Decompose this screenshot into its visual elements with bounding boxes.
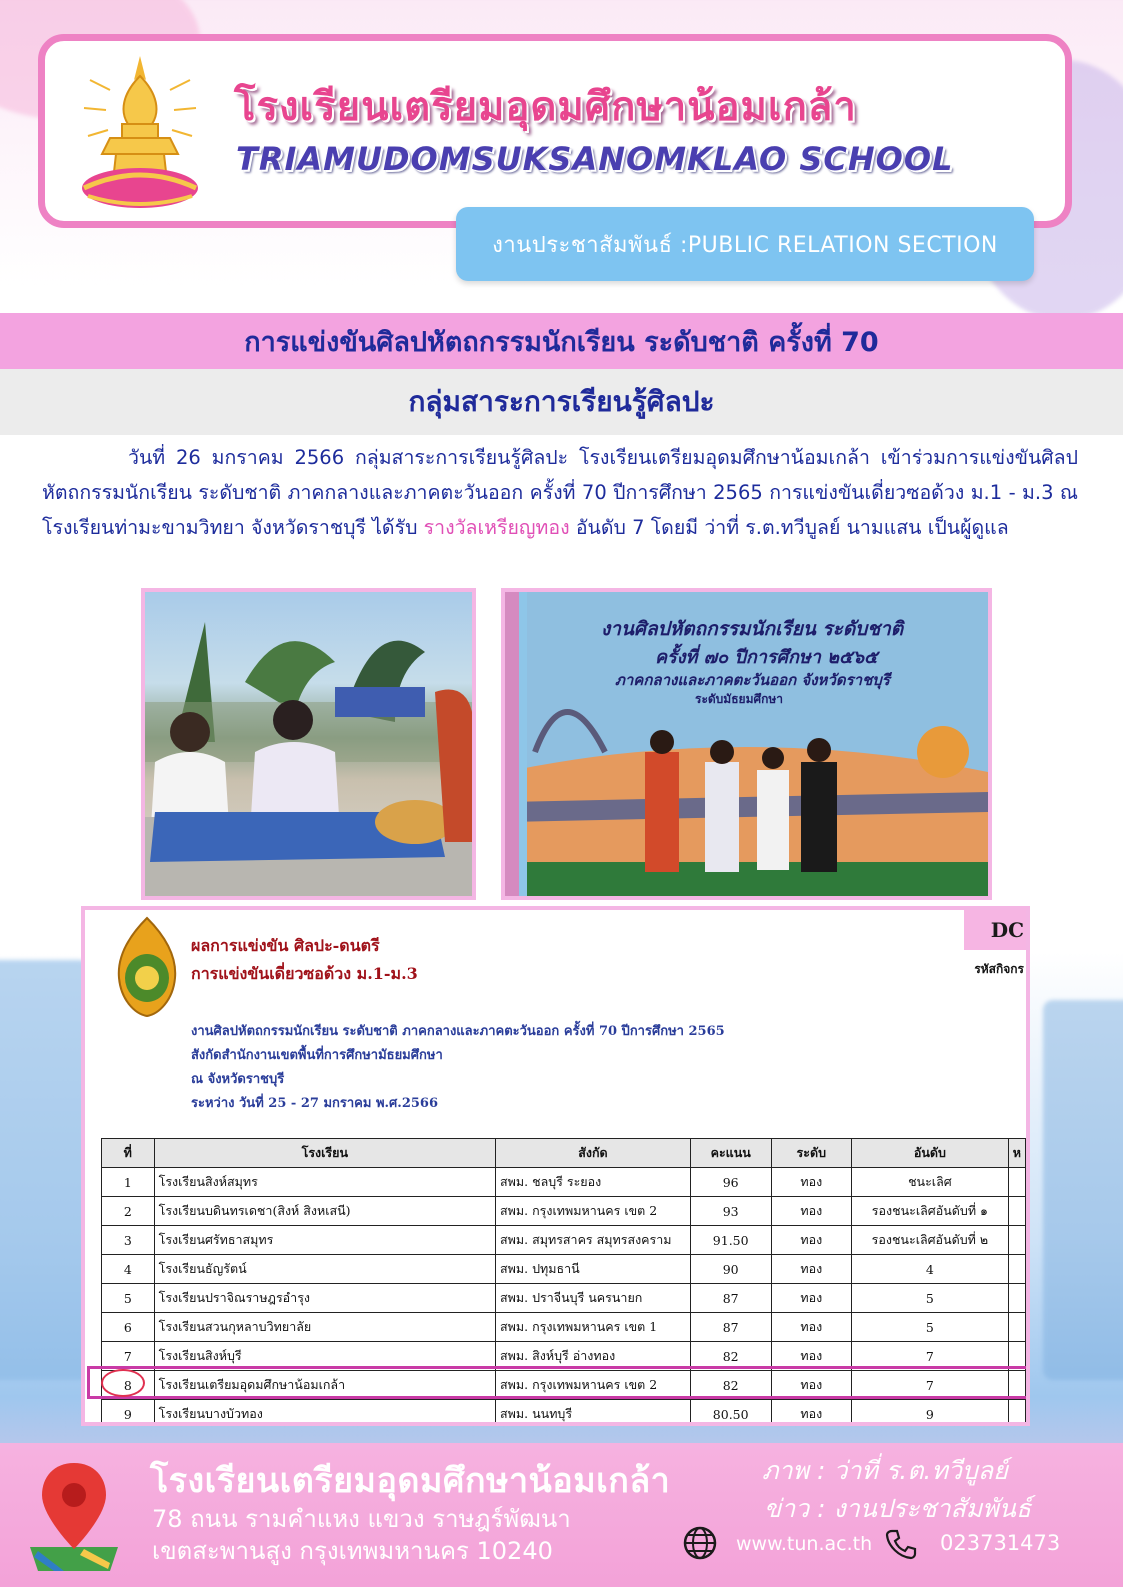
col-rank: อันดับ [852,1139,1009,1168]
school-logo-icon [70,50,210,218]
row-rank: 5 [852,1284,1009,1313]
table-row [102,1284,1026,1313]
results-table [101,1138,1026,1426]
row-extra [1008,1168,1025,1197]
col-score: คะแนน [690,1139,771,1168]
row-level: ทอง [771,1226,852,1255]
decor-building [1043,1000,1123,1380]
row-level: ทอง [771,1255,852,1284]
subtitle-band [0,369,1123,435]
table-row [102,1371,1026,1400]
banner-line3: ภาคกลางและภาคตะวันออก จังหวัดราชบุรี [615,671,890,689]
row-extra [1008,1226,1025,1255]
row-org: สพม. กรุงเทพมหานคร เขต 2 [496,1371,691,1400]
row-school: โรงเรียนเตรียมอุดมศึกษาน้อมเกล้า [154,1371,495,1400]
row-number: 9 [102,1400,155,1427]
row-level: ทอง [771,1313,852,1342]
table-row [102,1255,1026,1284]
row-org: สพม. นนทบุรี [496,1400,691,1427]
obec-emblem-icon [109,916,185,1018]
row-level: ทอง [771,1168,852,1197]
map-pin-icon [24,1459,124,1575]
col-school: โรงเรียน [154,1139,495,1168]
table-row [102,1197,1026,1226]
photo-students-practice [141,588,476,900]
row-extra [1008,1197,1025,1226]
row-score: 82 [690,1371,771,1400]
row-extra [1008,1255,1025,1284]
sheet-info-line: ณ จังหวัดราชบุรี [191,1072,285,1087]
row-school: โรงเรียนธัญรัตน์ [154,1255,495,1284]
row-rank: 7 [852,1371,1009,1400]
globe-icon [682,1525,718,1561]
table-row [102,1313,1026,1342]
row-score: 93 [690,1197,771,1226]
row-number: 5 [102,1284,155,1313]
row-score: 87 [690,1284,771,1313]
row-score: 80.50 [690,1400,771,1427]
sheet-info-line: สังกัดสำนักงานเขตพื้นที่การศึกษามัธยมศึกษา [191,1048,443,1063]
row-rank: รองชนะเลิศอันดับที่ ๒ [852,1226,1009,1255]
row-number: 1 [102,1168,155,1197]
section-label: งานประชาสัมพันธ์ :PUBLIC RELATION SECTION [456,207,1034,281]
school-name-english: TRIAMUDOMSUKSANOMKLAO SCHOOL [236,140,954,178]
row-org: สพม. ปทุมธานี [496,1255,691,1284]
row-extra [1008,1371,1025,1400]
row-org: สพม. ปราจีนบุรี นครนายก [496,1284,691,1313]
award-highlight: รางวัลเหรียญทอง [423,516,570,539]
paragraph-text-end: อันดับ 7 โดยมี ว่าที่ ร.ต.ทวีบูลย์ นามแสน เป็นผู้ดูแล [569,516,1009,539]
table-row [102,1168,1026,1197]
col-no: ที่ [102,1139,155,1168]
sheet-tag: DC [964,910,1026,950]
row-school: โรงเรียนสิงห์บุรี [154,1342,495,1371]
row-number: 8 [102,1371,155,1400]
footer-school-name: โรงเรียนเตรียมอุดมศึกษาน้อมเกล้า [150,1461,671,1501]
sheet-info-line: งานศิลปหัตถกรรมนักเรียน ระดับชาติ ภาคกลางและภาคตะวันออก ครั้งที่ 70 ปีการศึกษา 2565 [191,1024,725,1039]
row-number: 3 [102,1226,155,1255]
results-sheet [81,906,1030,1426]
photo-competition-banner [501,588,992,900]
row-score: 96 [690,1168,771,1197]
row-extra [1008,1284,1025,1313]
banner-line1: งานศิลปหัตถกรรมนักเรียน ระดับชาติ [601,618,904,640]
row-level: ทอง [771,1284,852,1313]
row-school: โรงเรียนปราจิณราษฎรอำรุง [154,1284,495,1313]
col-org: สังกัด [496,1139,691,1168]
sheet-info-line: ระหว่าง วันที่ 25 - 27 มกราคม พ.ศ.2566 [191,1096,439,1111]
page-title: การแข่งขันศิลปหัตถกรรมนักเรียน ระดับชาติ ครั้งที่ 70 [244,326,879,358]
table-row [102,1226,1026,1255]
row-school: โรงเรียนศรัทธาสมุทร [154,1226,495,1255]
table-header-row [102,1139,1026,1168]
sheet-heading: ผลการแข่งขัน ศิลปะ-ดนตรี [191,936,380,955]
row-extra [1008,1313,1025,1342]
row-school: โรงเรียนบดินทรเดชา(สิงห์ สิงหเสนี) [154,1197,495,1226]
paragraph-text: วันที่ 26 มกราคม 2566 กลุ่มสาระการเรียนรู้ศิลปะ โรงเรียนเตรียมอุดมศึกษาน้อมเกล้า เข้าร่วมการแข่งขันศิลปหัตถกรรมนักเรียน ระดับชาติ ภาคกลางและภาคตะวันออก ครั้งที่ 70 ปีการศึกษา 2565 การแข่งขันเดี่ยวซอด้วง ม.1 - ม.3 ณ โรงเรียนท่ามะขามวิทยา จังหวัดราชบุรี ได้รับ [42,446,1078,539]
row-number: 6 [102,1313,155,1342]
col-level: ระดับ [771,1139,852,1168]
col-extra: ห [1008,1139,1025,1168]
row-score: 91.50 [690,1226,771,1255]
row-school: โรงเรียนสวนกุหลาบวิทยาลัย [154,1313,495,1342]
banner-line4: ระดับมัธยมศึกษา [695,692,784,706]
row-level: ทอง [771,1342,852,1371]
phone-icon [884,1527,918,1561]
row-org: สพม. ชลบุรี ระยอง [496,1168,691,1197]
row-number: 4 [102,1255,155,1284]
footer-address-line1: 78 ถนน รามคำแหง แขวง ราษฎร์พัฒนา [152,1505,571,1533]
row-org: สพม. กรุงเทพมหานคร เขต 1 [496,1313,691,1342]
row-number: 2 [102,1197,155,1226]
row-score: 90 [690,1255,771,1284]
sheet-subheading: การแข่งขันเดี่ยวซอด้วง ม.1-ม.3 [191,964,418,983]
row-level: ทอง [771,1197,852,1226]
row-school: โรงเรียนบางบัวทอง [154,1400,495,1427]
row-rank: รองชนะเลิศอันดับที่ ๑ [852,1197,1009,1226]
row-rank: 5 [852,1313,1009,1342]
table-row [102,1342,1026,1371]
page-subtitle: กลุ่มสาระการเรียนรู้ศิลปะ [408,385,715,418]
circle-mark [101,1369,145,1397]
footer [0,1443,1123,1587]
row-extra [1008,1400,1025,1427]
news-credit: ข่าว : งานประชาสัมพันธ์ [764,1494,1032,1523]
website-link[interactable]: www.tun.ac.th [736,1533,873,1555]
row-level: ทอง [771,1371,852,1400]
sheet-activity-code: รหัสกิจกร [974,962,1024,976]
row-extra [1008,1342,1025,1371]
row-org: สพม. สิงห์บุรี อ่างทอง [496,1342,691,1371]
school-name-thai: โรงเรียนเตรียมอุดมศึกษาน้อมเกล้า [234,84,857,130]
footer-address-line2: เขตสะพานสูง กรุงเทพมหานคร 10240 [152,1537,553,1565]
row-score: 82 [690,1342,771,1371]
row-rank: ชนะเลิศ [852,1168,1009,1197]
news-paragraph [42,440,1078,545]
row-school: โรงเรียนสิงห์สมุทร [154,1168,495,1197]
row-level: ทอง [771,1400,852,1427]
photo-credit: ภาพ : ว่าที่ ร.ต.ทวีบูลย์ [762,1456,1008,1485]
row-rank: 4 [852,1255,1009,1284]
phone-number[interactable]: 023731473 [940,1531,1061,1555]
row-number: 7 [102,1342,155,1371]
row-org: สพม. สมุทรสาคร สมุทรสงคราม [496,1226,691,1255]
table-row [102,1400,1026,1427]
decor-building [0,960,90,1380]
title-band [0,313,1123,369]
banner-line2: ครั้งที่ ๗๐ ปีการศึกษา ๒๕๖๕ [655,647,878,668]
row-score: 87 [690,1313,771,1342]
row-org: สพม. กรุงเทพมหานคร เขต 2 [496,1197,691,1226]
row-rank: 7 [852,1342,1009,1371]
row-rank: 9 [852,1400,1009,1427]
